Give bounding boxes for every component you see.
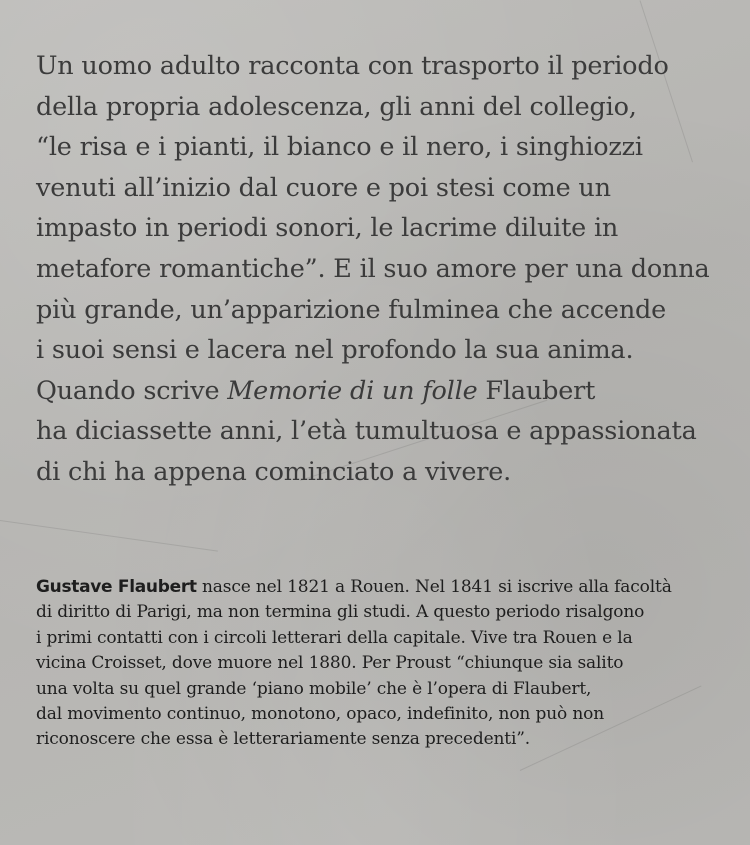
blurb-line-suffix: Flaubert [477, 375, 596, 406]
author-bio [36, 575, 726, 753]
blurb-line: “le risa e i pianti, il bianco e il nero, i singhiozzi [36, 132, 643, 163]
blurb-text [36, 46, 726, 493]
book-title: Memorie di un folle [227, 375, 478, 406]
blurb-line: impasto in periodi sonori, le lacrime diluite in [36, 213, 619, 244]
bio-line [36, 575, 726, 600]
author-name: Gustave Flaubert [36, 577, 197, 597]
blurb-line: metafore romantiche”. E il suo amore per una donna [36, 253, 710, 284]
blurb-line: della propria adolescenza, gli anni del collegio, [36, 91, 637, 122]
bio-line: riconoscere che essa è letterariamente senza precedenti”. [36, 729, 531, 750]
bio-line: vicina Croisset, dove muore nel 1880. Per Proust “chiunque sia salito [36, 653, 624, 674]
blurb-line-prefix: Quando scrive [36, 375, 228, 406]
paper-texture-crack [0, 520, 218, 552]
blurb-line: venuti all’inizio dal cuore e poi stesi come un [36, 172, 611, 203]
blurb-line: i suoi sensi e lacera nel profondo la sua anima. [36, 335, 634, 366]
bio-line: una volta su quel grande ‘piano mobile’ che è l’opera di Flaubert, [36, 678, 592, 699]
blurb-line: ha diciassette anni, l’età tumultuosa e appassionata [36, 416, 697, 447]
blurb-line: di chi ha appena cominciato a vivere. [36, 456, 512, 487]
bio-line: dal movimento continuo, monotono, opaco, indefinito, non può non [36, 704, 605, 725]
blurb-line: più grande, un’apparizione fulminea che accende [36, 294, 667, 325]
blurb-line: Un uomo adulto racconta con trasporto il periodo [36, 51, 669, 81]
bio-line: di diritto di Parigi, ma non termina gli studi. A questo periodo risalgono [36, 602, 645, 623]
blurb-line [36, 371, 726, 412]
bio-line: i primi contatti con i circoli letterari della capitale. Vive tra Rouen e la [36, 627, 633, 648]
bio-line-rest: nasce nel 1821 a Rouen. Nel 1841 si iscrive alla facoltà [196, 577, 672, 597]
